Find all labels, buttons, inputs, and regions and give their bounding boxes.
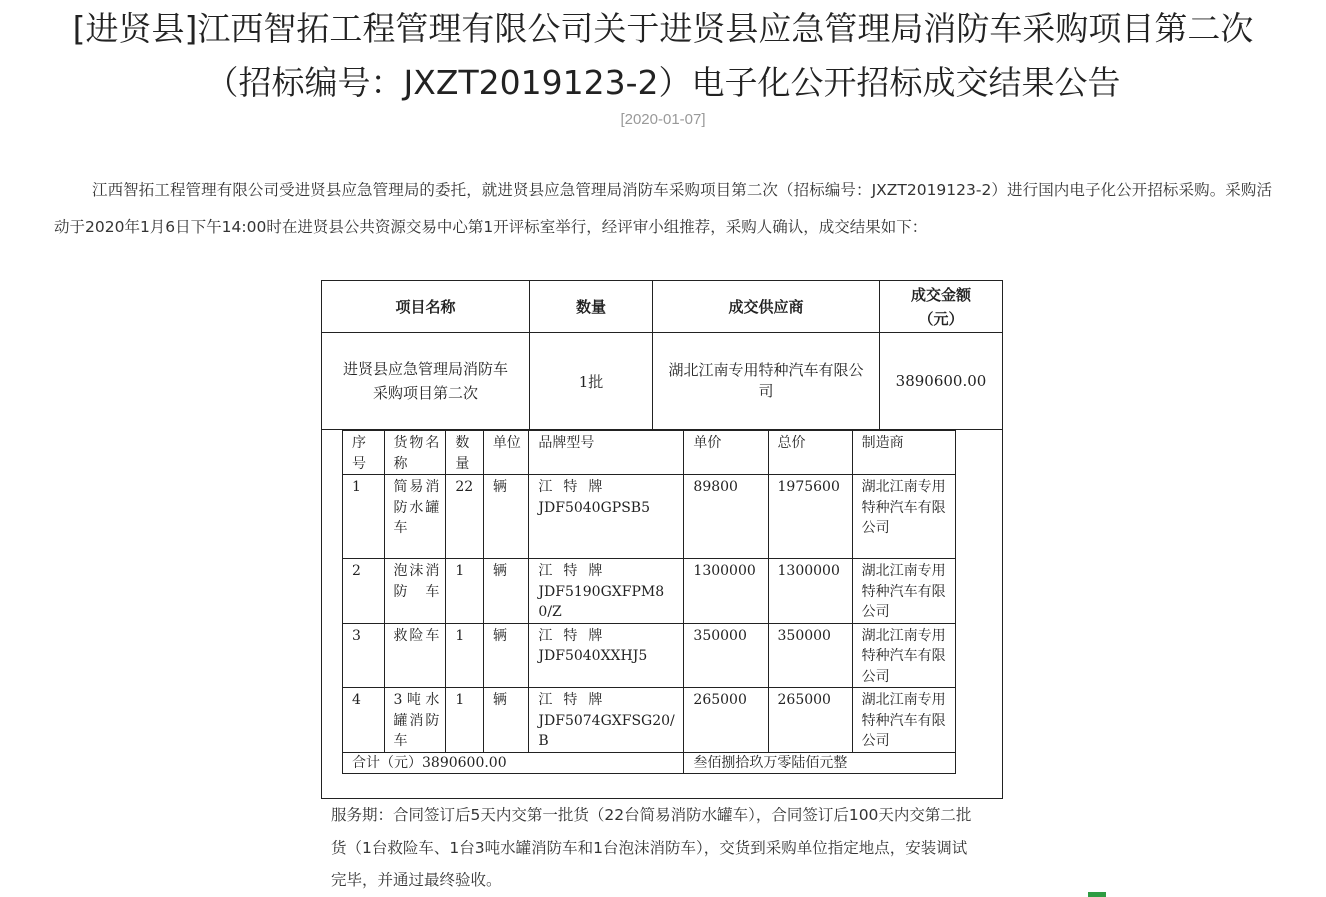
result-row (322, 333, 1003, 430)
header-supplier: 成交供应商 (653, 281, 880, 333)
header-quantity: 数量 (530, 281, 653, 333)
goods-header: 货物名称 (384, 431, 446, 475)
amount: 3890600.00 (880, 333, 1003, 430)
goods-cell: 3 (343, 623, 385, 688)
service-period: 服务期：合同签订后5天内交第一批货（22台简易消防水罐车），合同签订后100天内交第二批货（1台救险车、1台3吨水罐消防车和1台泡沫消防车），交货到采购单位指定地点，安装调试完毕，并通过最终验收。 (331, 806, 972, 889)
goods-cell: 4 (343, 688, 385, 753)
goods-cell: 265000 (684, 688, 768, 753)
goods-cell: 1300000 (684, 559, 768, 624)
header-amount: 成交金额（元） (880, 281, 1003, 333)
table-row (343, 475, 956, 559)
goods-brand: 江特牌 (538, 479, 603, 495)
goods-header: 序号 (343, 431, 385, 475)
goods-cell: 1 (446, 688, 483, 753)
header-project-name: 项目名称 (322, 281, 530, 333)
goods-cell: 1 (446, 623, 483, 688)
goods-cell: 辆 (483, 475, 529, 559)
goods-header-row (343, 431, 956, 475)
goods-cell: 1 (446, 559, 483, 624)
result-header-row (322, 281, 1003, 333)
goods-cell: 350000 (684, 623, 768, 688)
goods-cell: 1 (343, 475, 385, 559)
goods-cell: 89800 (684, 475, 768, 559)
goods-cell: 简易消防水罐车 (384, 475, 446, 559)
goods-model: JDF5040XXHJ5 (538, 648, 648, 664)
goods-cell: 湖北江南专用特种汽车有限公司 (852, 475, 955, 559)
goods-cell: 辆 (483, 559, 529, 624)
goods-cell: 1975600 (768, 475, 852, 559)
goods-header: 单价 (684, 431, 768, 475)
goods-model: JDF5190GXFPM80/Z (538, 583, 665, 620)
total-row (343, 752, 956, 774)
total-label: 合计（元）3890600.00 (343, 752, 684, 774)
goods-cell: 1300000 (768, 559, 852, 624)
goods-header: 品牌型号 (529, 431, 684, 475)
goods-row-container (322, 430, 1003, 799)
table-row (343, 623, 956, 688)
goods-header: 单位 (483, 431, 529, 475)
goods-model: JDF5074GXFSG20/B (538, 712, 675, 749)
goods-cell: 湖北江南专用特种汽车有限公司 (852, 623, 955, 688)
goods-cell: 湖北江南专用特种汽车有限公司 (852, 688, 955, 753)
goods-brand-model (529, 559, 684, 624)
goods-brand: 江特牌 (538, 563, 603, 579)
result-table (321, 280, 1003, 799)
goods-cell: 辆 (483, 623, 529, 688)
project-name: 进贤县应急管理局消防车采购项目第二次 (322, 333, 530, 430)
goods-cell: 22 (446, 475, 483, 559)
notice-title (0, 2, 1326, 110)
goods-header: 数量 (446, 431, 483, 475)
goods-cell: 3吨水罐消防车 (384, 688, 446, 753)
goods-cell: 辆 (483, 688, 529, 753)
quantity: 1批 (530, 333, 653, 430)
title-line-1: [进贤县]江西智拓工程管理有限公司关于进贤县应急管理局消防车采购项目第二次 (72, 9, 1254, 48)
title-line-2: （招标编号：JXZT2019123-2）电子化公开招标成交结果公告 (205, 63, 1121, 102)
goods-header: 制造商 (852, 431, 955, 475)
goods-model: JDF5040GPSB5 (538, 499, 650, 516)
goods-cell: 265000 (768, 688, 852, 753)
goods-brand: 江特牌 (538, 627, 603, 644)
table-row (343, 559, 956, 624)
goods-cell: 湖北江南专用特种汽车有限公司 (852, 559, 955, 624)
goods-brand-model (529, 475, 684, 559)
goods-cell (322, 430, 1003, 799)
total-in-words: 叁佰捌拾玖万零陆佰元整 (684, 752, 956, 774)
goods-cell: 2 (343, 559, 385, 624)
goods-table (342, 430, 956, 774)
status-indicator (1088, 892, 1106, 897)
goods-brand-model (529, 688, 684, 753)
goods-cell: 350000 (768, 623, 852, 688)
goods-cell: 救险车 (384, 623, 446, 688)
goods-brand: 江特牌 (538, 692, 603, 708)
goods-brand-model (529, 623, 684, 688)
goods-header: 总价 (768, 431, 852, 475)
publish-date: [2020-01-07] (620, 111, 706, 128)
table-row (343, 688, 956, 753)
goods-cell: 泡沫消防车 (384, 559, 446, 624)
supplier: 湖北江南专用特种汽车有限公司 (653, 333, 880, 430)
intro-paragraph: 江西智拓工程管理有限公司受进贤县应急管理局的委托，就进贤县应急管理局消防车采购项目第二次（招标编号：JXZT2019123-2）进行国内电子化公开招标采购。采购活动于2020年1月6日下午14:00时在进贤县公共资源交易中心第1开评标室举行，经评审小组推荐，采购人确认，成交结果如下： (54, 181, 1272, 236)
